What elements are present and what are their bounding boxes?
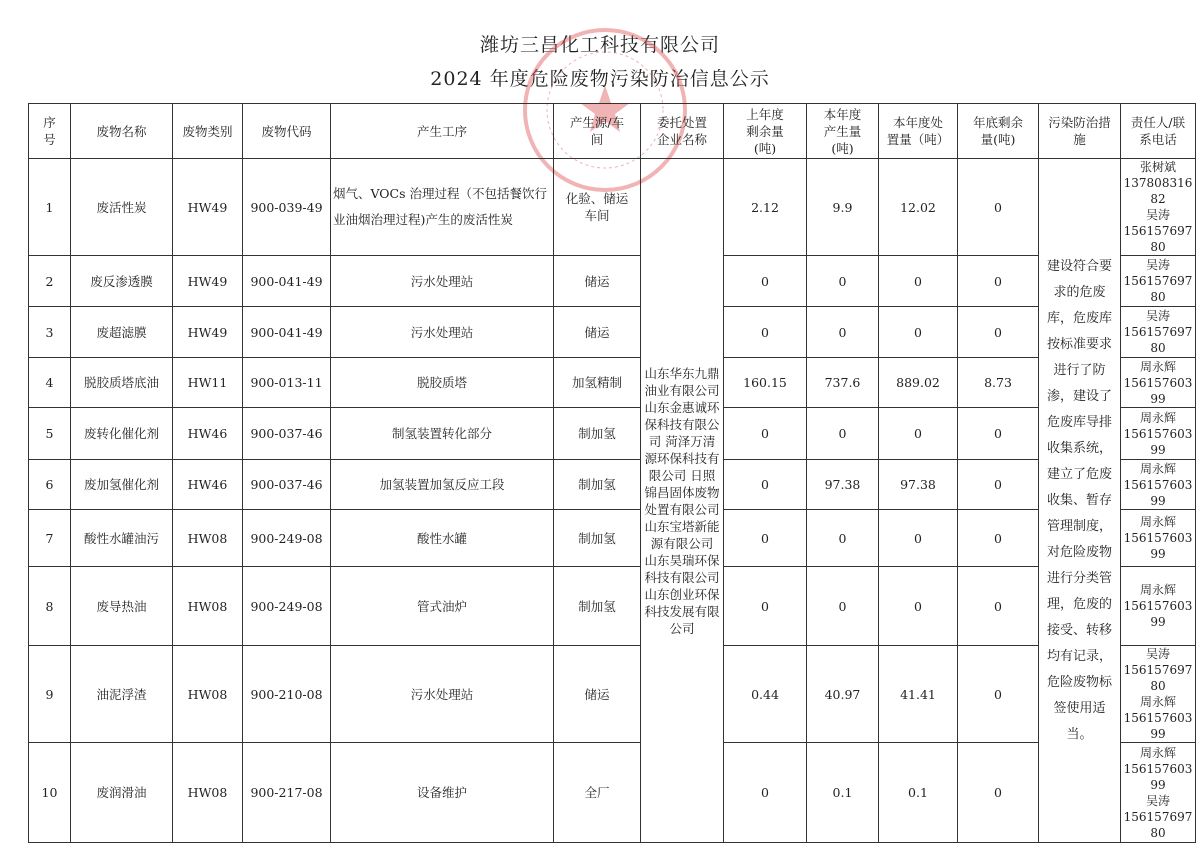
column-header: 本年度处 置量（吨）	[879, 104, 958, 159]
cell-code: 900-041-49	[243, 307, 331, 358]
cell-end: 0	[958, 307, 1039, 358]
cell-name: 废反渗透膜	[71, 256, 173, 307]
cell-code: 900-210-08	[243, 646, 331, 743]
cell-gen: 0.1	[807, 743, 879, 843]
cell-prev: 0	[724, 307, 807, 358]
cell-process: 加氢装置加氢反应工段	[331, 460, 554, 510]
cell-source: 制加氢	[554, 408, 641, 460]
cell-name: 脱胶质塔底油	[71, 358, 173, 408]
cell-process: 管式油炉	[331, 567, 554, 646]
cell-gen: 0	[807, 307, 879, 358]
cell-prev: 2.12	[724, 159, 807, 256]
cell-code: 900-037-46	[243, 460, 331, 510]
cell-prev: 0	[724, 743, 807, 843]
cell-code: 900-217-08	[243, 743, 331, 843]
cell-process: 酸性水罐	[331, 510, 554, 567]
document-title: 2024 年度危险废物污染防治信息公示	[430, 68, 770, 90]
cell-code: 900-037-46	[243, 408, 331, 460]
column-header: 产生源/车 间	[554, 104, 641, 159]
cell-source: 制加氢	[554, 460, 641, 510]
cell-no: 7	[29, 510, 71, 567]
cell-disp: 0	[879, 307, 958, 358]
cell-end: 0	[958, 510, 1039, 567]
cell-contact: 周永辉 15615760399	[1121, 510, 1196, 567]
table-row	[29, 307, 1196, 358]
cell-no: 4	[29, 358, 71, 408]
cell-disp: 889.02	[879, 358, 958, 408]
cell-process: 污水处理站	[331, 646, 554, 743]
disposal-companies-cell: 山东华东九鼎油业有限公司 山东金惠诚环保科技有限公司 菏泽万清源环保科技有限公司 日照锦昌固体废物处置有限公司 山东宝塔新能源有限公司 山东昊瑞环保科技有限公司 山东创业环保科技发展有限公司	[641, 159, 724, 843]
cell-prev: 0	[724, 408, 807, 460]
column-header: 废物代码	[243, 104, 331, 159]
cell-disp: 41.41	[879, 646, 958, 743]
table-row	[29, 159, 1196, 256]
cell-cat: HW49	[173, 256, 243, 307]
cell-name: 酸性水罐油污	[71, 510, 173, 567]
cell-cat: HW49	[173, 159, 243, 256]
cell-name: 废超滤膜	[71, 307, 173, 358]
cell-gen: 0	[807, 567, 879, 646]
cell-source: 储运	[554, 256, 641, 307]
cell-contact: 周永辉 15615760399 吴涛 15615769780	[1121, 743, 1196, 843]
cell-no: 10	[29, 743, 71, 843]
cell-prev: 0	[724, 567, 807, 646]
cell-gen: 9.9	[807, 159, 879, 256]
cell-contact: 吴涛 15615769780	[1121, 256, 1196, 307]
table-row	[29, 743, 1196, 843]
cell-no: 1	[29, 159, 71, 256]
cell-cat: HW11	[173, 358, 243, 408]
cell-gen: 40.97	[807, 646, 879, 743]
cell-no: 9	[29, 646, 71, 743]
cell-prev: 0	[724, 510, 807, 567]
cell-disp: 0	[879, 408, 958, 460]
cell-no: 3	[29, 307, 71, 358]
table-row	[29, 256, 1196, 307]
cell-source: 制加氢	[554, 510, 641, 567]
cell-process: 设备维护	[331, 743, 554, 843]
cell-cat: HW49	[173, 307, 243, 358]
company-title: 潍坊三昌化工科技有限公司	[479, 34, 720, 56]
cell-name: 废润滑油	[71, 743, 173, 843]
cell-end: 0	[958, 256, 1039, 307]
cell-end: 8.73	[958, 358, 1039, 408]
column-header: 污染防治措 施	[1039, 104, 1121, 159]
column-header: 委托处置 企业名称	[641, 104, 724, 159]
cell-disp: 0	[879, 567, 958, 646]
hazardous-waste-table	[28, 103, 1196, 843]
cell-source: 化验、储运 车间	[554, 159, 641, 256]
cell-process: 脱胶质塔	[331, 358, 554, 408]
column-header: 废物名称	[71, 104, 173, 159]
cell-contact: 吴涛 15615769780 周永辉 15615760399	[1121, 646, 1196, 743]
column-header: 产生工序	[331, 104, 554, 159]
cell-no: 8	[29, 567, 71, 646]
cell-name: 废活性炭	[71, 159, 173, 256]
cell-name: 废导热油	[71, 567, 173, 646]
table-row	[29, 567, 1196, 646]
pollution-measures-cell: 建设符合要求的危废库，危废库按标准要求进行了防渗，建设了危废库导排收集系统，建立了危废收集、暂存管理制度，对危险废物进行分类管理，危废的接受、转移均有记录，危险废物标签使用适当。	[1039, 159, 1121, 843]
cell-contact: 周永辉 15615760399	[1121, 567, 1196, 646]
table-row	[29, 358, 1196, 408]
cell-disp: 97.38	[879, 460, 958, 510]
cell-name: 废转化催化剂	[71, 408, 173, 460]
cell-prev: 160.15	[724, 358, 807, 408]
column-header: 责任人/联 系电话	[1121, 104, 1196, 159]
cell-cat: HW46	[173, 408, 243, 460]
cell-end: 0	[958, 460, 1039, 510]
cell-prev: 0	[724, 256, 807, 307]
table-row	[29, 460, 1196, 510]
table-row	[29, 408, 1196, 460]
table-header-row	[29, 104, 1196, 159]
cell-source: 储运	[554, 646, 641, 743]
cell-code: 900-249-08	[243, 567, 331, 646]
cell-no: 2	[29, 256, 71, 307]
cell-contact: 周永辉 15615760399	[1121, 408, 1196, 460]
cell-process: 污水处理站	[331, 307, 554, 358]
cell-code: 900-039-49	[243, 159, 331, 256]
cell-disp: 0	[879, 510, 958, 567]
cell-process: 烟气、VOCs 治理过程（不包括餐饮行业油烟治理过程)产生的废活性炭	[331, 159, 554, 256]
cell-cat: HW08	[173, 646, 243, 743]
cell-contact: 吴涛 15615769780	[1121, 307, 1196, 358]
cell-prev: 0	[724, 460, 807, 510]
cell-disp: 12.02	[879, 159, 958, 256]
cell-contact: 周永辉 15615760399	[1121, 460, 1196, 510]
cell-name: 废加氢催化剂	[71, 460, 173, 510]
cell-contact: 张树斌 13780831682 吴涛 15615769780	[1121, 159, 1196, 256]
cell-end: 0	[958, 646, 1039, 743]
cell-end: 0	[958, 159, 1039, 256]
cell-no: 5	[29, 408, 71, 460]
cell-name: 油泥浮渣	[71, 646, 173, 743]
cell-source: 制加氢	[554, 567, 641, 646]
cell-gen: 0	[807, 510, 879, 567]
cell-source: 全厂	[554, 743, 641, 843]
table-row	[29, 510, 1196, 567]
cell-code: 900-249-08	[243, 510, 331, 567]
cell-process: 制氢装置转化部分	[331, 408, 554, 460]
cell-gen: 0	[807, 408, 879, 460]
column-header: 序 号	[29, 104, 71, 159]
cell-disp: 0	[879, 256, 958, 307]
cell-code: 900-013-11	[243, 358, 331, 408]
cell-cat: HW08	[173, 510, 243, 567]
cell-gen: 97.38	[807, 460, 879, 510]
cell-cat: HW46	[173, 460, 243, 510]
cell-prev: 0.44	[724, 646, 807, 743]
column-header: 废物类别	[173, 104, 243, 159]
cell-cat: HW08	[173, 567, 243, 646]
cell-source: 储运	[554, 307, 641, 358]
cell-end: 0	[958, 743, 1039, 843]
table-row	[29, 646, 1196, 743]
cell-disp: 0.1	[879, 743, 958, 843]
cell-gen: 0	[807, 256, 879, 307]
cell-gen: 737.6	[807, 358, 879, 408]
cell-code: 900-041-49	[243, 256, 331, 307]
column-header: 本年度 产生量 (吨)	[807, 104, 879, 159]
cell-process: 污水处理站	[331, 256, 554, 307]
cell-contact: 周永辉 15615760399	[1121, 358, 1196, 408]
cell-no: 6	[29, 460, 71, 510]
column-header: 年底剩余 量(吨)	[958, 104, 1039, 159]
cell-source: 加氢精制	[554, 358, 641, 408]
cell-cat: HW08	[173, 743, 243, 843]
cell-end: 0	[958, 408, 1039, 460]
cell-end: 0	[958, 567, 1039, 646]
column-header: 上年度 剩余量 (吨)	[724, 104, 807, 159]
